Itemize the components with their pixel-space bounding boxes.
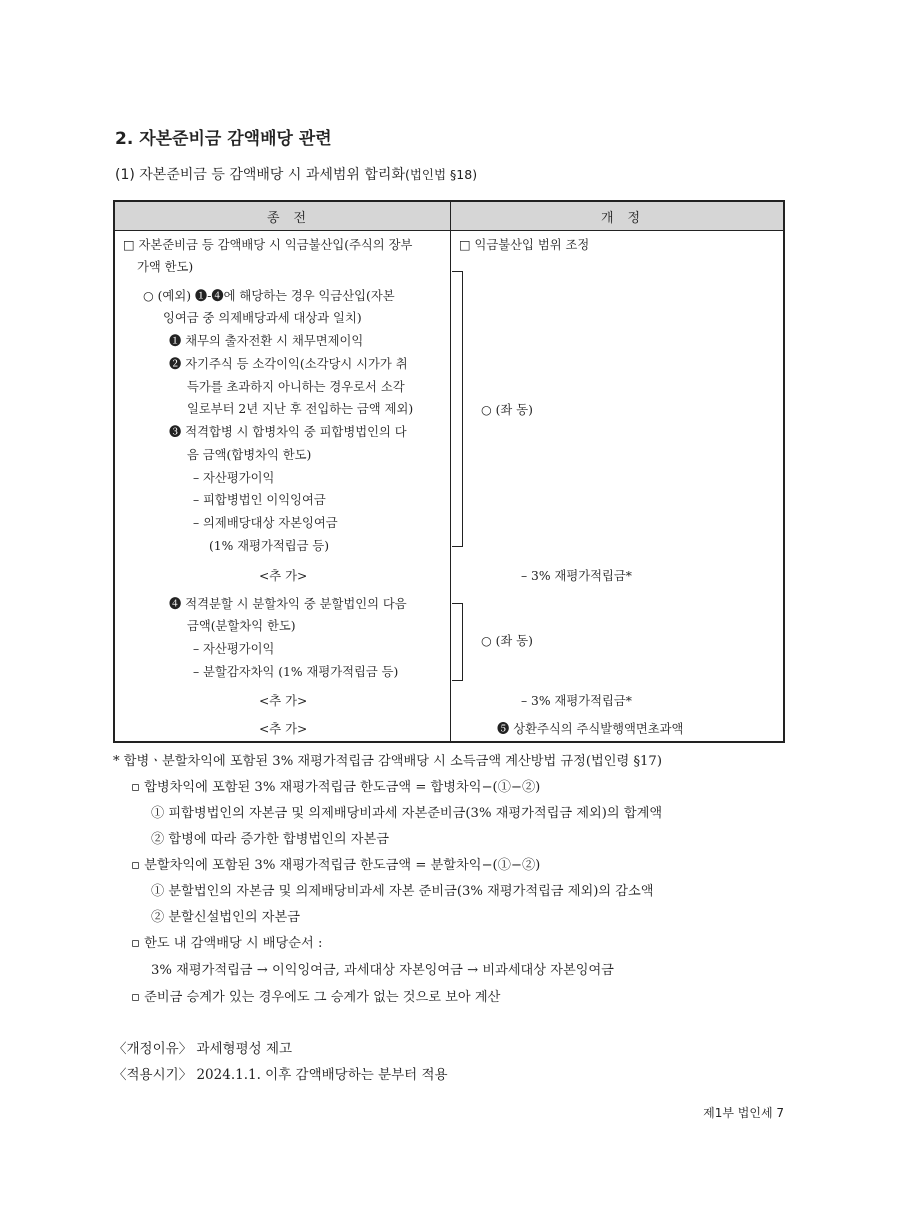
- note-order-detail: 3% 재평가적립금 → 이익잉여금, 과세대상 자본잉여금 → 비과세대상 자본잉여금: [151, 963, 614, 978]
- column-divider: [450, 202, 451, 741]
- before-case-3: ❸ 적격합병 시 합병차익 중 피합병법인의 다: [169, 425, 407, 439]
- before-case-4-cont: 금액(분할차익 한도): [187, 619, 296, 633]
- header-after: 개정: [601, 211, 655, 226]
- note-order: ▫ 한도 내 감액배당 시 배당순서 :: [131, 936, 323, 951]
- after-same-2: ○ (좌 동): [481, 634, 533, 648]
- before-exception-cont: 잉여금 중 의제배당과세 대상과 일치): [163, 311, 362, 325]
- before-case-3-item1: – 자산평가이익: [193, 471, 275, 485]
- page-number: 제1부 법인세 7: [703, 1106, 784, 1120]
- section-title: 2. 자본준비금 감액배당 관련: [115, 129, 332, 149]
- note-succession: ▫ 준비금 승계가 있는 경우에도 그 승계가 없는 것으로 보아 계산: [131, 990, 501, 1005]
- note-merger-1: ① 피합병법인의 자본금 및 의제배당비과세 자본준비금(3% 재평가적립금 제외)의 합계액: [151, 806, 663, 821]
- table-header: [115, 202, 783, 231]
- effective-date: [113, 1063, 448, 1083]
- note-split-2: ② 분할신설법인의 자본금: [151, 910, 300, 925]
- before-item-main-cont: 가액 한도): [137, 260, 194, 274]
- note-merger-2: ② 합병에 따라 증가한 합병법인의 자본금: [151, 832, 389, 847]
- note-merger-limit: ▫ 합병차익에 포함된 3% 재평가적립금 한도금액 = 합병차익−(①−②): [131, 780, 541, 795]
- before-case-2-cont2: 일로부터 2년 지난 후 전입하는 금액 제외): [187, 402, 414, 416]
- comparison-table: [113, 200, 785, 743]
- subtitle-text: (1) 자본준비금 등 감액배당 시 과세범위 합리화: [115, 167, 405, 183]
- before-case-4-item2: – 분할감자차익 (1% 재평가적립금 등): [193, 665, 399, 679]
- apply-label: 〈적용시기〉: [113, 1067, 193, 1083]
- before-case-1: ❶ 채무의 출자전환 시 채무면제이익: [169, 334, 364, 348]
- before-case-4-item1: – 자산평가이익: [193, 642, 275, 656]
- bracket-cases-1-3: [452, 271, 463, 547]
- subtitle-reference: (법인법 §18): [404, 167, 478, 182]
- reason-label: 〈개정이유〉: [113, 1041, 193, 1057]
- after-added-2: – 3% 재평가적립금*: [521, 694, 632, 708]
- before-case-3-item3: – 의제배당대상 자본잉여금: [193, 516, 338, 530]
- before-case-3-cont: 음 금액(합병차익 한도): [187, 448, 312, 462]
- after-item-main: □ 익금불산입 범위 조정: [459, 238, 590, 252]
- note-split-limit: ▫ 분할차익에 포함된 3% 재평가적립금 한도금액 = 분할차익−(①−②): [131, 858, 541, 873]
- bracket-case-4: [452, 603, 463, 681]
- before-item-main: □ 자본준비금 등 감액배당 시 익금불산입(주식의 장부: [123, 238, 413, 252]
- before-case-2-cont1: 득가를 초과하지 아니하는 경우로서 소각: [187, 380, 405, 394]
- before-case-4: ❹ 적격분할 시 분할차익 중 분할법인의 다음: [169, 597, 407, 611]
- amendment-reason: [113, 1037, 292, 1057]
- before-case-3-item2: – 피합병법인 이익잉여금: [193, 493, 326, 507]
- apply-text: 2024.1.1. 이후 감액배당하는 분부터 적용: [196, 1067, 448, 1083]
- before-added-3: <추 가>: [259, 722, 308, 736]
- before-added-2: <추 가>: [259, 694, 308, 708]
- before-case-2: ❷ 자기주식 등 소각이익(소각당시 시가가 취: [169, 357, 408, 371]
- after-added-3: ❺ 상환주식의 주식발행액면초과액: [497, 722, 684, 736]
- note-footnote: * 합병ㆍ분할차익에 포함된 3% 재평가적립금 감액배당 시 소득금액 계산방법 규정(법인령 §17): [113, 754, 662, 769]
- subsection-title: [115, 164, 477, 184]
- reason-text: 과세형평성 제고: [196, 1041, 293, 1057]
- after-same-1: ○ (좌 동): [481, 403, 533, 417]
- header-before: 종전: [267, 211, 321, 226]
- before-exception: ○ (예외) ❶-❹에 해당하는 경우 익금산입(자본: [143, 289, 395, 303]
- before-case-3-item3-cont: (1% 재평가적립금 등): [209, 539, 330, 553]
- before-added-1: <추 가>: [259, 569, 308, 583]
- note-split-1: ① 분할법인의 자본금 및 의제배당비과세 자본 준비금(3% 재평가적립금 제외)의 감소액: [151, 884, 654, 899]
- after-added-1: – 3% 재평가적립금*: [521, 569, 632, 583]
